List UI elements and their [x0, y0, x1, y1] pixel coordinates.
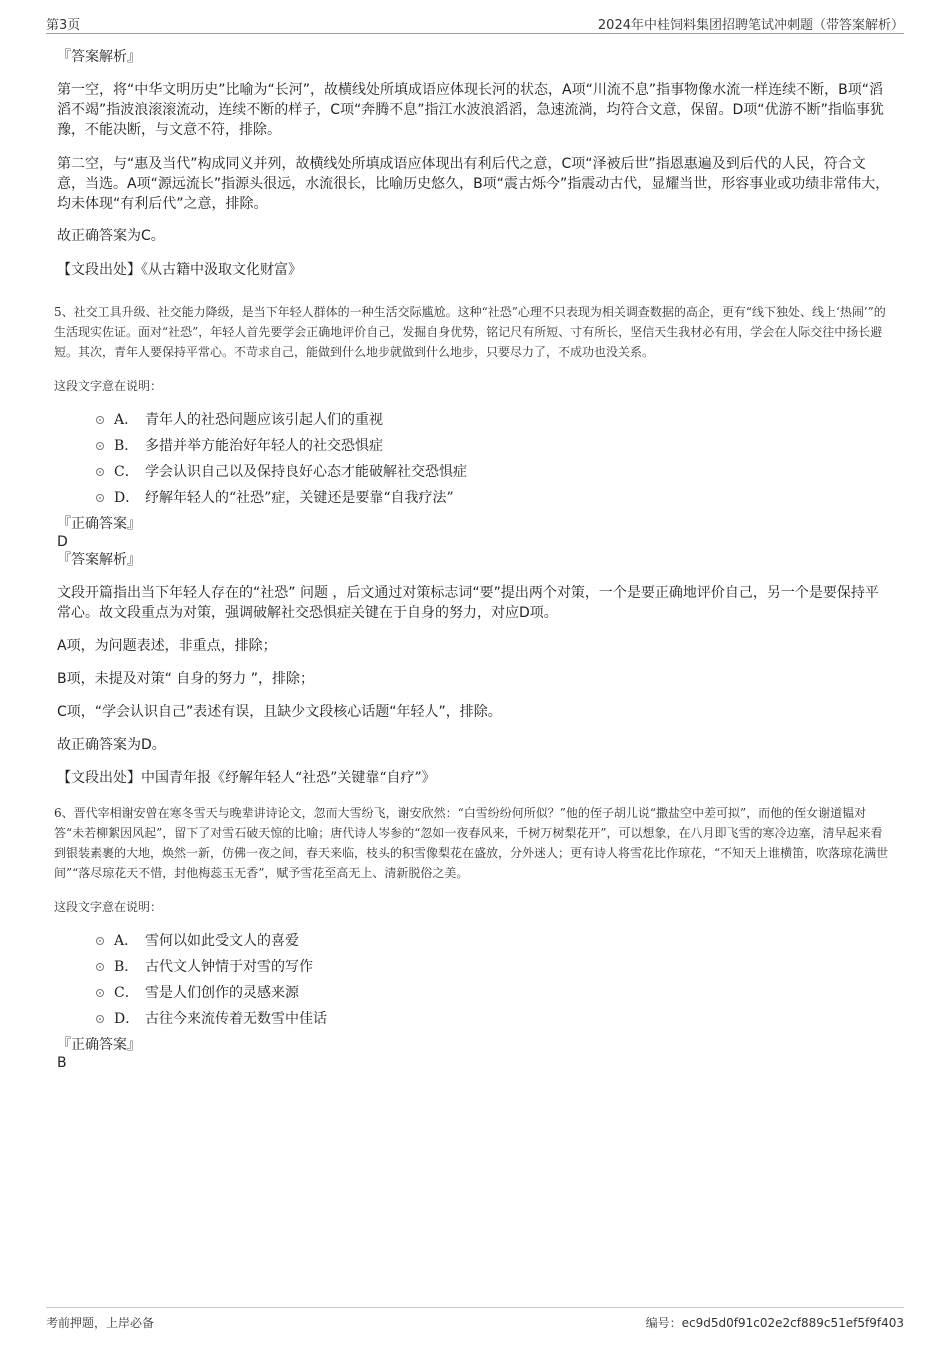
q5-options [96, 407, 892, 511]
page-footer [46, 1307, 904, 1330]
document-id: 编号：ec9d5d0f91c02e2cf889c51ef5f9f403 [645, 1316, 904, 1330]
q6-stem: 这段文字意在说明： [54, 900, 163, 914]
q4-analysis-paragraph: 第一空，将“中华文明历史”比喻为“长河”，故横线处所填成语应体现长河的状态，A项“川流不息”指事物像水流一样连续不断，B项“滔滔不竭”指波浪滚滚流动，连续不断的样子，C项“奔腾不息”指江水波浪滔滔，急速流淌，均符合文意，保留。D项“优游不断”指临事犹豫，不能决断，与文意不符，排除。 [57, 82, 884, 138]
q5-option-a[interactable] [96, 407, 892, 433]
footer-slogan: 考前押题，上岸必备 [46, 1316, 155, 1330]
q4-conclusion: 故正确答案为C。 [57, 228, 165, 244]
q5-analysis-paragraph: 文段开篇指出当下年轻人存在的“社恐” 问题 ，后文通过对策标志词“要”提出两个对策，一个是要正确地评价自己，另一个是要保持平常心。故文段重点为对策，强调破解社交恐惧症关键在于自身的努力，对应D项。 [57, 585, 879, 621]
q5-analysis-label: 『答案解析』 [57, 552, 141, 568]
q6-correct-label: 『正确答案』 [57, 1037, 141, 1053]
option-text: 雪是人们创作的灵感来源 [145, 985, 299, 1001]
option-letter: B． [114, 438, 139, 454]
q5-option-c[interactable] [96, 459, 892, 485]
q5-option-d[interactable] [96, 485, 892, 511]
q5-analysis-paragraph: C项，“学会认识自己”表述有误，且缺少文段核心话题“年轻人”，排除。 [57, 704, 502, 720]
q5-correct-label: 『正确答案』 [57, 516, 141, 532]
document-title: 2024年中桂饲料集团招聘笔试冲刺题（带答案解析） [597, 18, 904, 33]
option-letter: D． [114, 1011, 140, 1027]
option-letter: A． [114, 933, 139, 949]
option-letter: C． [114, 464, 139, 480]
q5-option-b[interactable] [96, 433, 892, 459]
q5-analysis-paragraph: B项，未提及对策“ 自身的努力 ”，排除； [57, 671, 315, 687]
q6-option-d[interactable] [96, 1006, 892, 1032]
option-text: 古代文人钟情于对雪的写作 [145, 959, 313, 975]
option-letter: B． [114, 959, 139, 975]
option-text: 古往今来流传着无数雪中佳话 [145, 1011, 327, 1027]
q6-option-a[interactable] [96, 928, 892, 954]
option-letter: D． [114, 490, 140, 506]
page-number: 第3页 [46, 18, 81, 33]
option-letter: C． [114, 985, 139, 1001]
radio-button[interactable] [96, 1015, 104, 1023]
q4-analysis-label: 『答案解析』 [57, 49, 141, 65]
page-header [46, 12, 904, 34]
q5-conclusion: 故正确答案为D。 [57, 737, 166, 753]
radio-button[interactable] [96, 442, 104, 450]
q5-source: 【文段出处】中国青年报《纾解年轻人“社恐”关键靠“自疗”》 [57, 770, 436, 786]
option-text: 雪何以如此受文人的喜爱 [145, 933, 299, 949]
q6-options [96, 928, 892, 1032]
radio-button[interactable] [96, 937, 104, 945]
q4-analysis-paragraph: 第二空，与“惠及当代”构成同义并列，故横线处所填成语应体现出有利后代之意，C项“泽被后世”指恩惠遍及到后代的人民，符合文意，当选。A项“源远流长”指源头很远，水流很长，比喻历史悠久，B项“震古烁今”指震动古代，显耀当世，形容事业或功绩非常伟大，均未体现“有利后代”之意，排除。 [57, 156, 890, 212]
q6-option-b[interactable] [96, 954, 892, 980]
q4-source: 【文段出处】《从古籍中汲取文化财富》 [57, 262, 302, 278]
radio-button[interactable] [96, 494, 104, 502]
radio-button[interactable] [96, 989, 104, 997]
option-letter: A． [114, 412, 139, 428]
radio-button[interactable] [96, 963, 104, 971]
option-text: 青年人的社恐问题应该引起人们的重视 [145, 412, 383, 428]
radio-button[interactable] [96, 416, 104, 424]
q6-question-text: 6、晋代宰相谢安曾在寒冬雪天与晚辈讲诗论文，忽而大雪纷飞，谢安欣然：“白雪纷纷何所似？”他的侄子胡儿说“撒盐空中差可拟”，而他的侄女谢道韫对答“未若柳絮因风起”，留下了对雪石破天惊的比喻；唐代诗人岑参的“忽如一夜春风来，千树万树梨花开”，可以想象，在八月即飞雪的寒冷边塞，清早起来看到银装素裹的大地，焕然一新，仿佛一夜之间，春天来临，枝头的积雪像梨花在盛放，分外迷人；更有诗人将雪花比作琼花，“不知天上谁横笛，吹落琼花满世间”“落尽琼花天不惜，封他梅蕊玉无香”，赋予雪花至高无上、清新脱俗之美。 [54, 806, 889, 880]
radio-button[interactable] [96, 468, 104, 476]
option-text: 多措并举方能治好年轻人的社交恐惧症 [145, 438, 383, 454]
q6-option-c[interactable] [96, 980, 892, 1006]
document-body [54, 46, 892, 1072]
q5-stem: 这段文字意在说明： [54, 379, 163, 393]
q5-answer: D [57, 534, 68, 550]
option-text: 学会认识自己以及保持良好心态才能破解社交恐惧症 [145, 464, 467, 480]
q5-question-text: 5、社交工具升级、社交能力降级，是当下年轻人群体的一种生活交际尴尬。这种“社恐”心理不只表现为相关调查数据的高企，更有“线下独处、线上‘热闹’”的生活现实佐证。面对“社恐”，年轻人首先要学会正确地评价自己，发掘自身优势，铭记尺有所短、寸有所长，坚信天生我材必有用，学会在人际交往中扬长避短。其次，青年人要保持平常心。不苛求自己，能做到什么地步就做到什么地步，只要尽力了，不成功也没关系。 [54, 305, 886, 359]
q6-answer: B [57, 1055, 67, 1071]
q5-analysis-paragraph: A项，为问题表述，非重点，排除； [57, 638, 277, 654]
option-text: 纾解年轻人的“社恐”症，关键还是要靠“自我疗法” [145, 490, 454, 506]
